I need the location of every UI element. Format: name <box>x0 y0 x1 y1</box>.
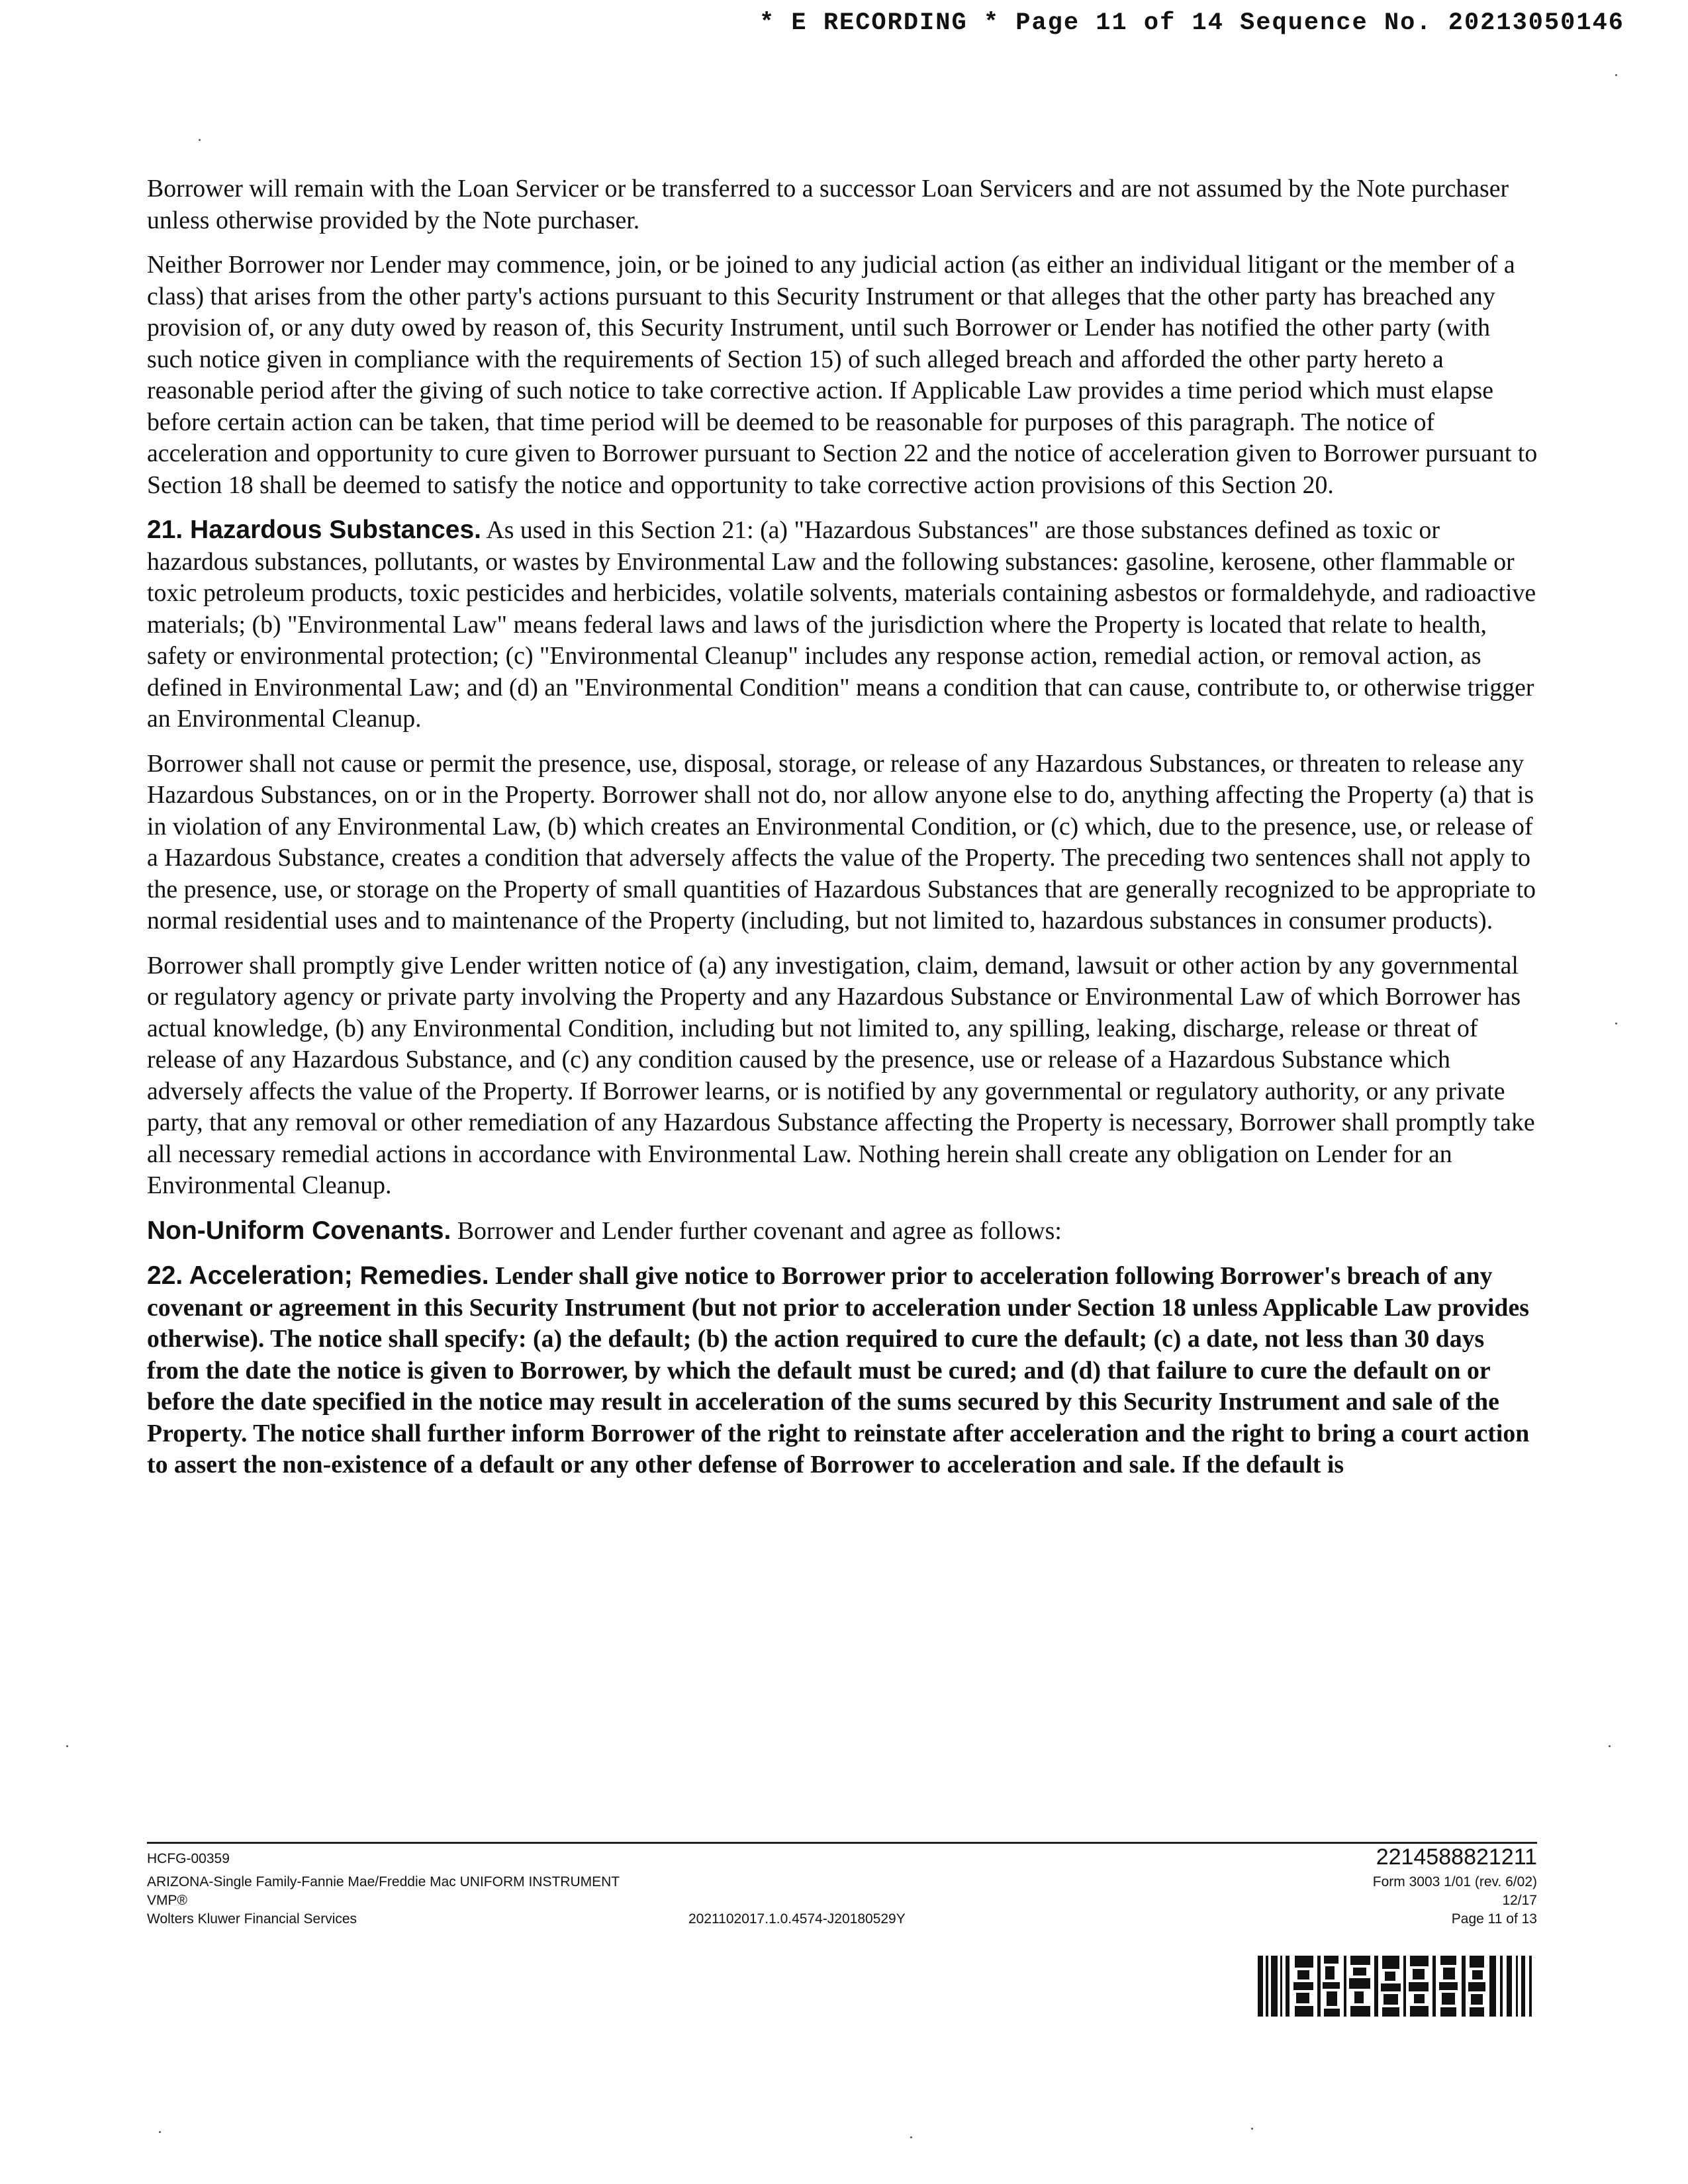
non-uniform-text: Borrower and Lender further covenant and agree as follows: <box>457 1216 1062 1245</box>
section-22-text: Lender shall give notice to Borrower prior to acceleration following Borrower's breach of any covenant or agreement in this Security Instrument (but not prior to acceleration under Section 18 unless Applicable Law provides otherwise). The notice shall specify: (a) the default; (b) the action required to cure the default; (c) a date, not less than 30 days from the date the notice is given to Borrower, by which the default must be cured; and (d) that failure to cure the default on or before the date specified in the notice may result in acceleration of the sums secured by this Security Instrument and sale of the Property. The notice shall further inform Borrower of the right to reinstate after acceleration and the right to bring a court action to assert the non-existence of a default or any other defense of Borrower to acceleration and sale. If the default is <box>147 1262 1530 1479</box>
scan-speck <box>1609 1745 1611 1747</box>
recording-stamp: * E RECORDING * Page 11 of 14 Sequence No. 20213050146 <box>759 9 1624 37</box>
section-22 <box>147 1260 1538 1481</box>
scan-speck <box>910 2136 912 2138</box>
paragraph-judicial-action: Neither Borrower nor Lender may commence, join, or be joined to any judicial action (as either an individual litigant or the member of a class) that arises from the other party's actions pursuant to this Security Instrument or that alleges that the other party has breached any provision of, or any duty owed by reason of, this Security Instrument, until such Borrower or Lender has notified the other party (with such notice given in compliance with the requirements of Section 15) of such alleged breach and afforded the other party hereto a reasonable period after the giving of such notice to take corrective action. If Applicable Law provides a time period which must elapse before certain action can be taken, that time period will be deemed to be reasonable for purposes of this paragraph. The notice of acceleration and opportunity to cure given to Borrower pursuant to Section 22 and the notice of acceleration given to Borrower pursuant to Section 18 shall be deemed to satisfy the notice and opportunity to take corrective action provisions of this Section 20. <box>147 251 1538 499</box>
section-22-title: 22. Acceleration; Remedies. <box>147 1261 489 1290</box>
scan-speck <box>199 139 201 141</box>
paragraph-notice: Borrower shall promptly give Lender written notice of (a) any investigation, claim, demand, lawsuit or other action by any governmental or regulatory agency or private party involving the Property and any Hazardous Substance or Environmental Law of which Borrower has actual knowledge, (b) any Environmental Condition, including but not limited to, any spilling, leaking, discharge, release or threat of release of any Hazardous Substance, and (c) any condition caused by the presence, use or release of a Hazardous Substance which adversely affects the value of the Property. If Borrower learns, or is notified by any governmental or regulatory authority, or any private party, that any removal or other remediation of any Hazardous Substance affecting the Property is necessary, Borrower shall promptly take all necessary remedial actions in accordance with Environmental Law. Nothing herein shall create any obligation on Lender for an Environmental Cleanup. <box>147 951 1535 1199</box>
loan-number: 2214588821211 <box>1376 1844 1537 1870</box>
footer-doc-id: 2021102017.1.0.4574-J20180529Y <box>688 1911 906 1927</box>
footer-vmp: VMP® <box>147 1893 187 1908</box>
form-date: 12/17 <box>1502 1893 1537 1908</box>
scan-speck <box>1615 1023 1617 1024</box>
paragraph-intro: Borrower will remain with the Loan Servicer or be transferred to a successor Loan Servicers and are not assumed by the Note purchaser unless otherwise provided by the Note purchaser. <box>147 175 1509 234</box>
footer-divider <box>147 1842 1537 1844</box>
form-number: Form 3003 1/01 (rev. 6/02) <box>1372 1874 1537 1889</box>
scan-speck <box>1251 2128 1253 2130</box>
footer-doc-code: HCFG-00359 <box>147 1851 230 1866</box>
scan-speck <box>1615 74 1617 76</box>
document-body <box>147 173 1538 1494</box>
barcode-image <box>1258 1956 1536 2017</box>
section-21 <box>147 514 1538 735</box>
non-uniform-covenants <box>147 1215 1538 1248</box>
section-21-text: As used in this Section 21: (a) "Hazardous Substances" are those substances defined as toxic or hazardous substances, pollutants, or wastes by Environmental Law and the following substances: gasoline, kerosene, other flammable or toxic petroleum products, toxic pesticides and herbicides, volatile solvents, materials containing asbestos or formaldehyde, and radioactive materials; (b) "Environmental Law" means federal laws and laws of the jurisdiction where the Property is located that relate to health, safety or environmental protection; (c) "Environmental Cleanup" includes any response action, remedial action, or removal action, as defined in Environmental Law; and (d) an "Environmental Condition" means a condition that can cause, contribute to, or otherwise trigger an Environmental Cleanup. <box>147 516 1536 733</box>
footer-instrument: ARIZONA-Single Family-Fannie Mae/Freddie Mac UNIFORM INSTRUMENT <box>147 1874 620 1889</box>
page-label: Page 11 of 13 <box>1451 1911 1537 1927</box>
paragraph-presence: Borrower shall not cause or permit the presence, use, disposal, storage, or release of any Hazardous Substances, or threaten to release any Hazardous Substances, on or in the Property. Borrower shall not do, nor allow anyone else to do, anything affecting the Property (a) that is in violation of any Environmental Law, (b) which creates an Environmental Condition, or (c) which, due to the presence, use, or release of a Hazardous Substance, creates a condition that adversely affects the value of the Property. The preceding two sentences shall not apply to the presence, use, or storage on the Property of small quantities of Hazardous Substances that are generally recognized to be appropriate to normal residential uses and to maintenance of the Property (including, but not limited to, hazardous substances in consumer products). <box>147 749 1536 934</box>
scan-speck <box>159 2131 161 2133</box>
section-21-title: 21. Hazardous Substances. <box>147 516 482 544</box>
non-uniform-title: Non-Uniform Covenants. <box>147 1216 451 1245</box>
footer-publisher: Wolters Kluwer Financial Services <box>147 1911 357 1927</box>
scan-speck <box>66 1745 68 1747</box>
